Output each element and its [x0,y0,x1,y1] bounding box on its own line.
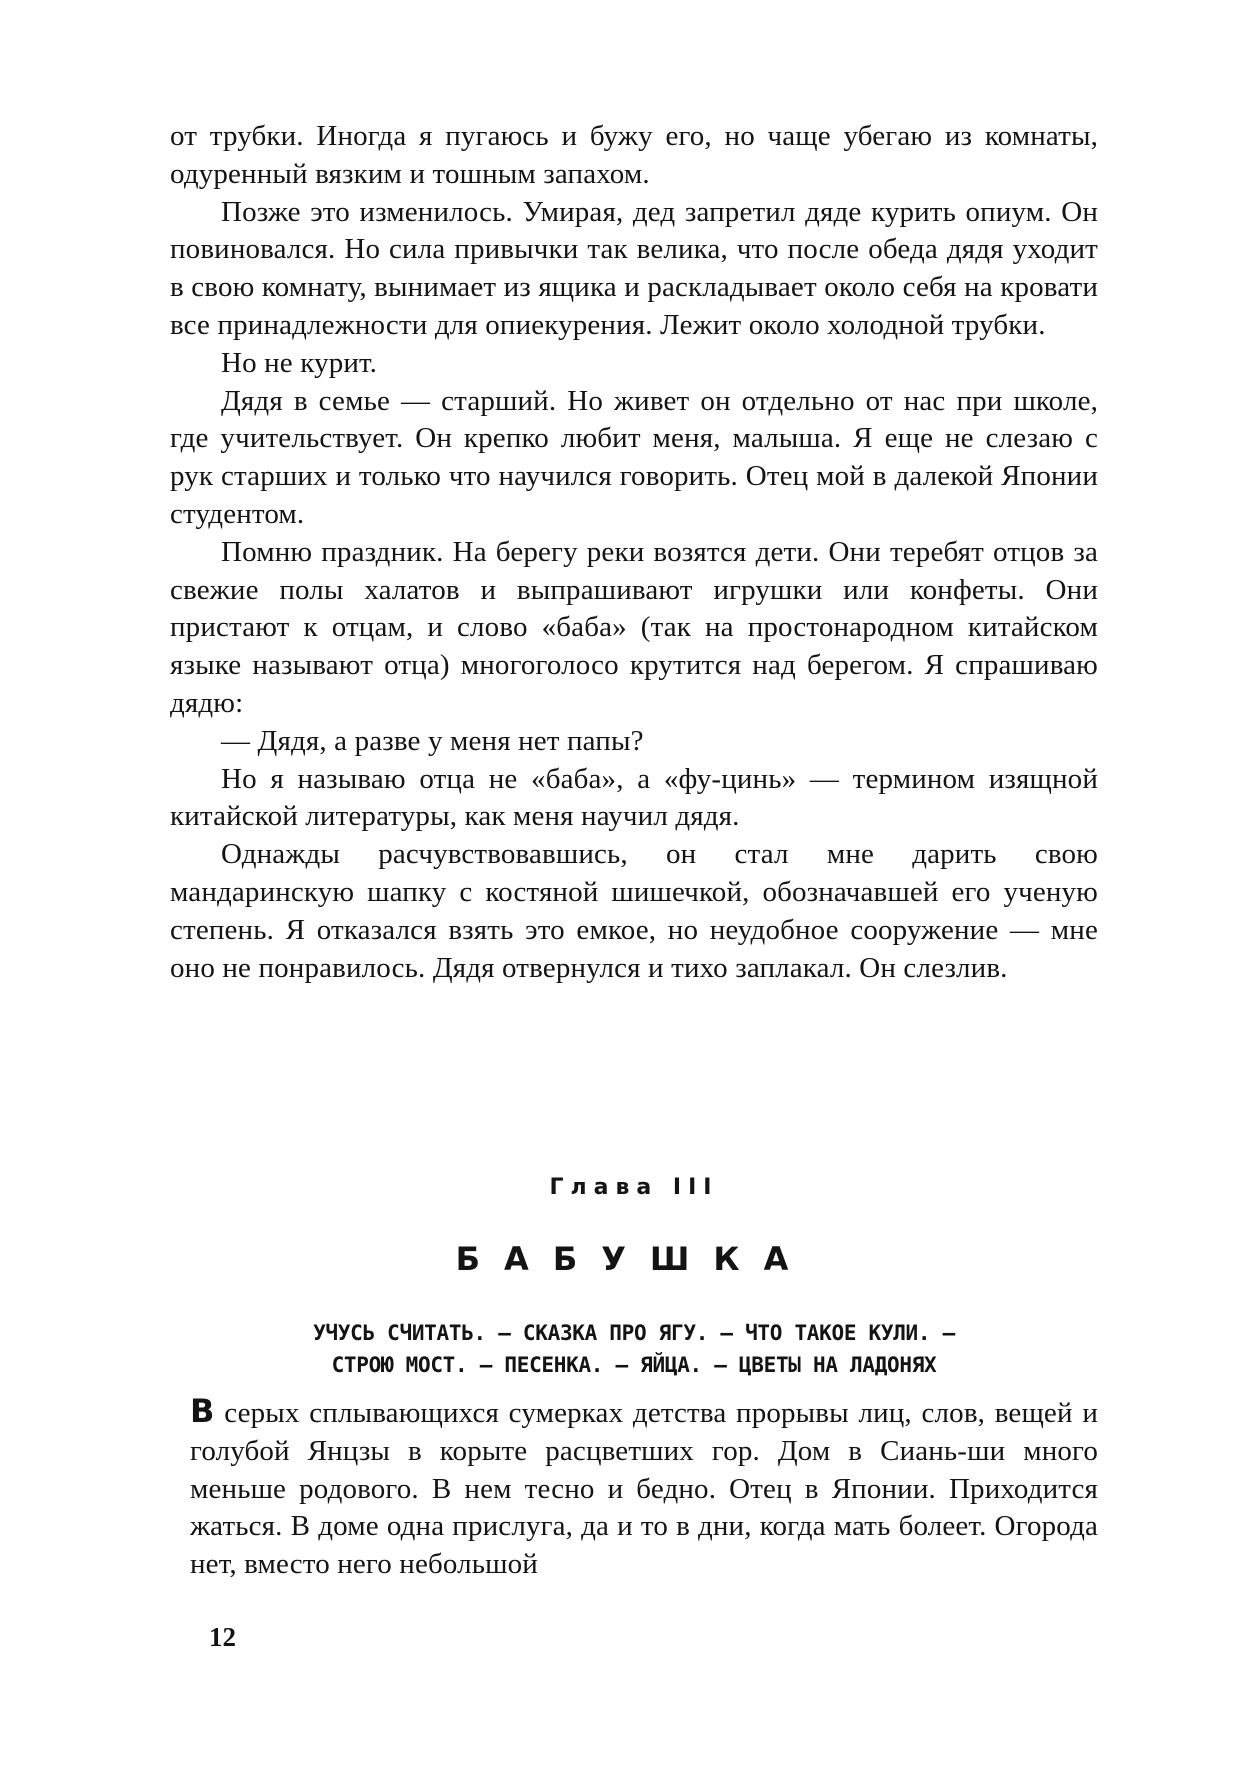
chapter-opening-text [190,1393,1098,1584]
paragraph-4: Дядя в семье — старший. Но живет он отдельно от нас при школе, где учительствует. Он крепко любит меня, малыша. Я еще не слезаю с рук старших и только что научился говорить. Отец мой в далекой Японии студентом. [170,384,1098,530]
paragraph-2: Позже это изменилось. Умирая, дед запретил дяде курить опиум. Он повиновался. Но сила привычки так велика, что после обеда дядя уходит в свою комнату, вынимает из ящика и раскладывает около себя на кровати все принадлежности для опиекурения. Лежит около холодной трубки. [170,195,1098,341]
main-text-block [170,118,1098,987]
chapter-number: Глава III [549,1175,719,1200]
drop-cap: В [190,1392,215,1430]
paragraph-7: Но я называю отца не «баба», а «фу-цинь» — термином изящной китайской литературы, как меня научил дядя. [170,762,1098,833]
opening-paragraph [190,1393,1098,1584]
paragraph-8: Однажды расчувствовавшись, он стал мне дарить свою мандаринскую шапку с костяной шишечкой, обозначавшей его ученую степень. Я отказался взять это емкое, но неудобное сооружение — мне оно не понравилось. Дядя отвернулся и тихо заплакал. Он слезлив. [170,838,1098,984]
paragraph-6: — Дядя, а разве у меня нет папы? [221,724,644,757]
page-number: 12 [209,1622,236,1652]
paragraph-1: от трубки. Иногда я пугаюсь и бужу его, но чаще убегаю из комнаты, одуренный вязким и тошным запахом. [170,120,1098,190]
opening-paragraph-text: серых сплывающихся сумерках детства прорывы лиц, слов, вещей и голубой Янцзы в корыте расцветших гор. Дом в Сиань-ши много меньше родового. В нем тесно и бедно. Отец в Японии. Приходится жаться. В доме одна прислуга, да и то в дни, когда мать болеет. Огорода нет, вместо него небольшой [190,1397,1098,1581]
chapter-title: БАБУШКА [455,1240,813,1278]
chapter-summary-line-2: СТРОЮ МОСТ. — ПЕСЕНКА. — ЯЙЦА. — ЦВЕТЫ НА ЛАДОНЯХ [331,1353,937,1377]
paragraph-5: Помню праздник. На берегу реки возятся дети. Они теребят отцов за свежие полы халатов и выпрашивают игрушки или конфеты. Они пристают к отцам, и слово «баба» (так на простонародном китайском языке называют отца) многоголосо крутится над берегом. Я спрашиваю дядю: [170,535,1098,719]
chapter-heading [170,1175,1098,1381]
paragraph-3: Но не курит. [221,346,378,379]
chapter-summary-line-1: УЧУСЬ СЧИТАТЬ. — СКАЗКА ПРО ЯГУ. — ЧТО ТАКОЕ КУЛИ. — [313,1321,955,1345]
chapter-summary [170,1317,1098,1381]
